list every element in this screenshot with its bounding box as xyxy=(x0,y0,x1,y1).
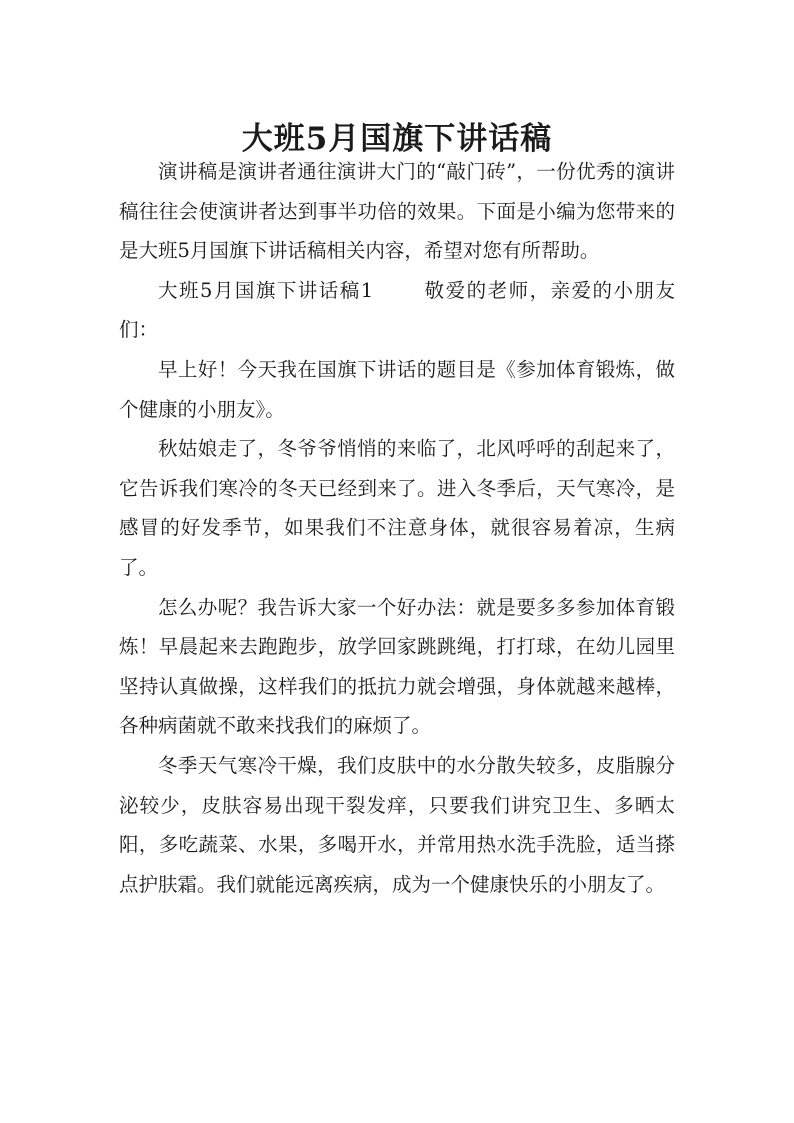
section-heading-line xyxy=(119,271,675,350)
document-body xyxy=(119,152,675,904)
section-heading: 大班5月国旗下讲话稿1 xyxy=(158,278,374,302)
body-paragraph: 早上好！今天我在国旗下讲话的题目是《参加体育锻炼，做个健康的小朋友》。 xyxy=(119,357,675,421)
salutation: 敬爱的老师，亲爱的小朋友们： xyxy=(119,278,675,342)
intro-paragraph: 演讲稿是演讲者通往演讲大门的“敲门砖”，一份优秀的演讲稿往往会使演讲者达到事半功倍的效果。下面是小编为您带来的是大班5月国旗下讲话稿相关内容，希望对您有所帮助。 xyxy=(119,160,675,263)
body-paragraph: 怎么办呢？我告诉大家一个好办法：就是要多多参加体育锻炼！早晨起来去跑跑步，放学回家跳跳绳，打打球，在幼儿园里坚持认真做操，这样我们的抵抗力就会增强，身体就越来越棒，各种病菌就不敢来找我们的麻烦了。 xyxy=(119,595,675,738)
body-paragraph: 冬季天气寒冷干燥，我们皮肤中的水分散失较多，皮脂腺分泌较少，皮肤容易出现干裂发痒，只要我们讲究卫生、多晒太阳，多吃蔬菜、水果，多喝开水，并常用热水洗手洗脸，适当搽点护肤霜。我们就能远离疾病，成为一个健康快乐的小朋友了。 xyxy=(119,753,675,896)
body-paragraph: 秋姑娘走了，冬爷爷悄悄的来临了，北风呼呼的刮起来了，它告诉我们寒冷的冬天已经到来了。进入冬季后，天气寒冷，是感冒的好发季节，如果我们不注意身体，就很容易着凉，生病了。 xyxy=(119,437,675,579)
document-title: 大班5月国旗下讲话稿 xyxy=(241,120,553,157)
